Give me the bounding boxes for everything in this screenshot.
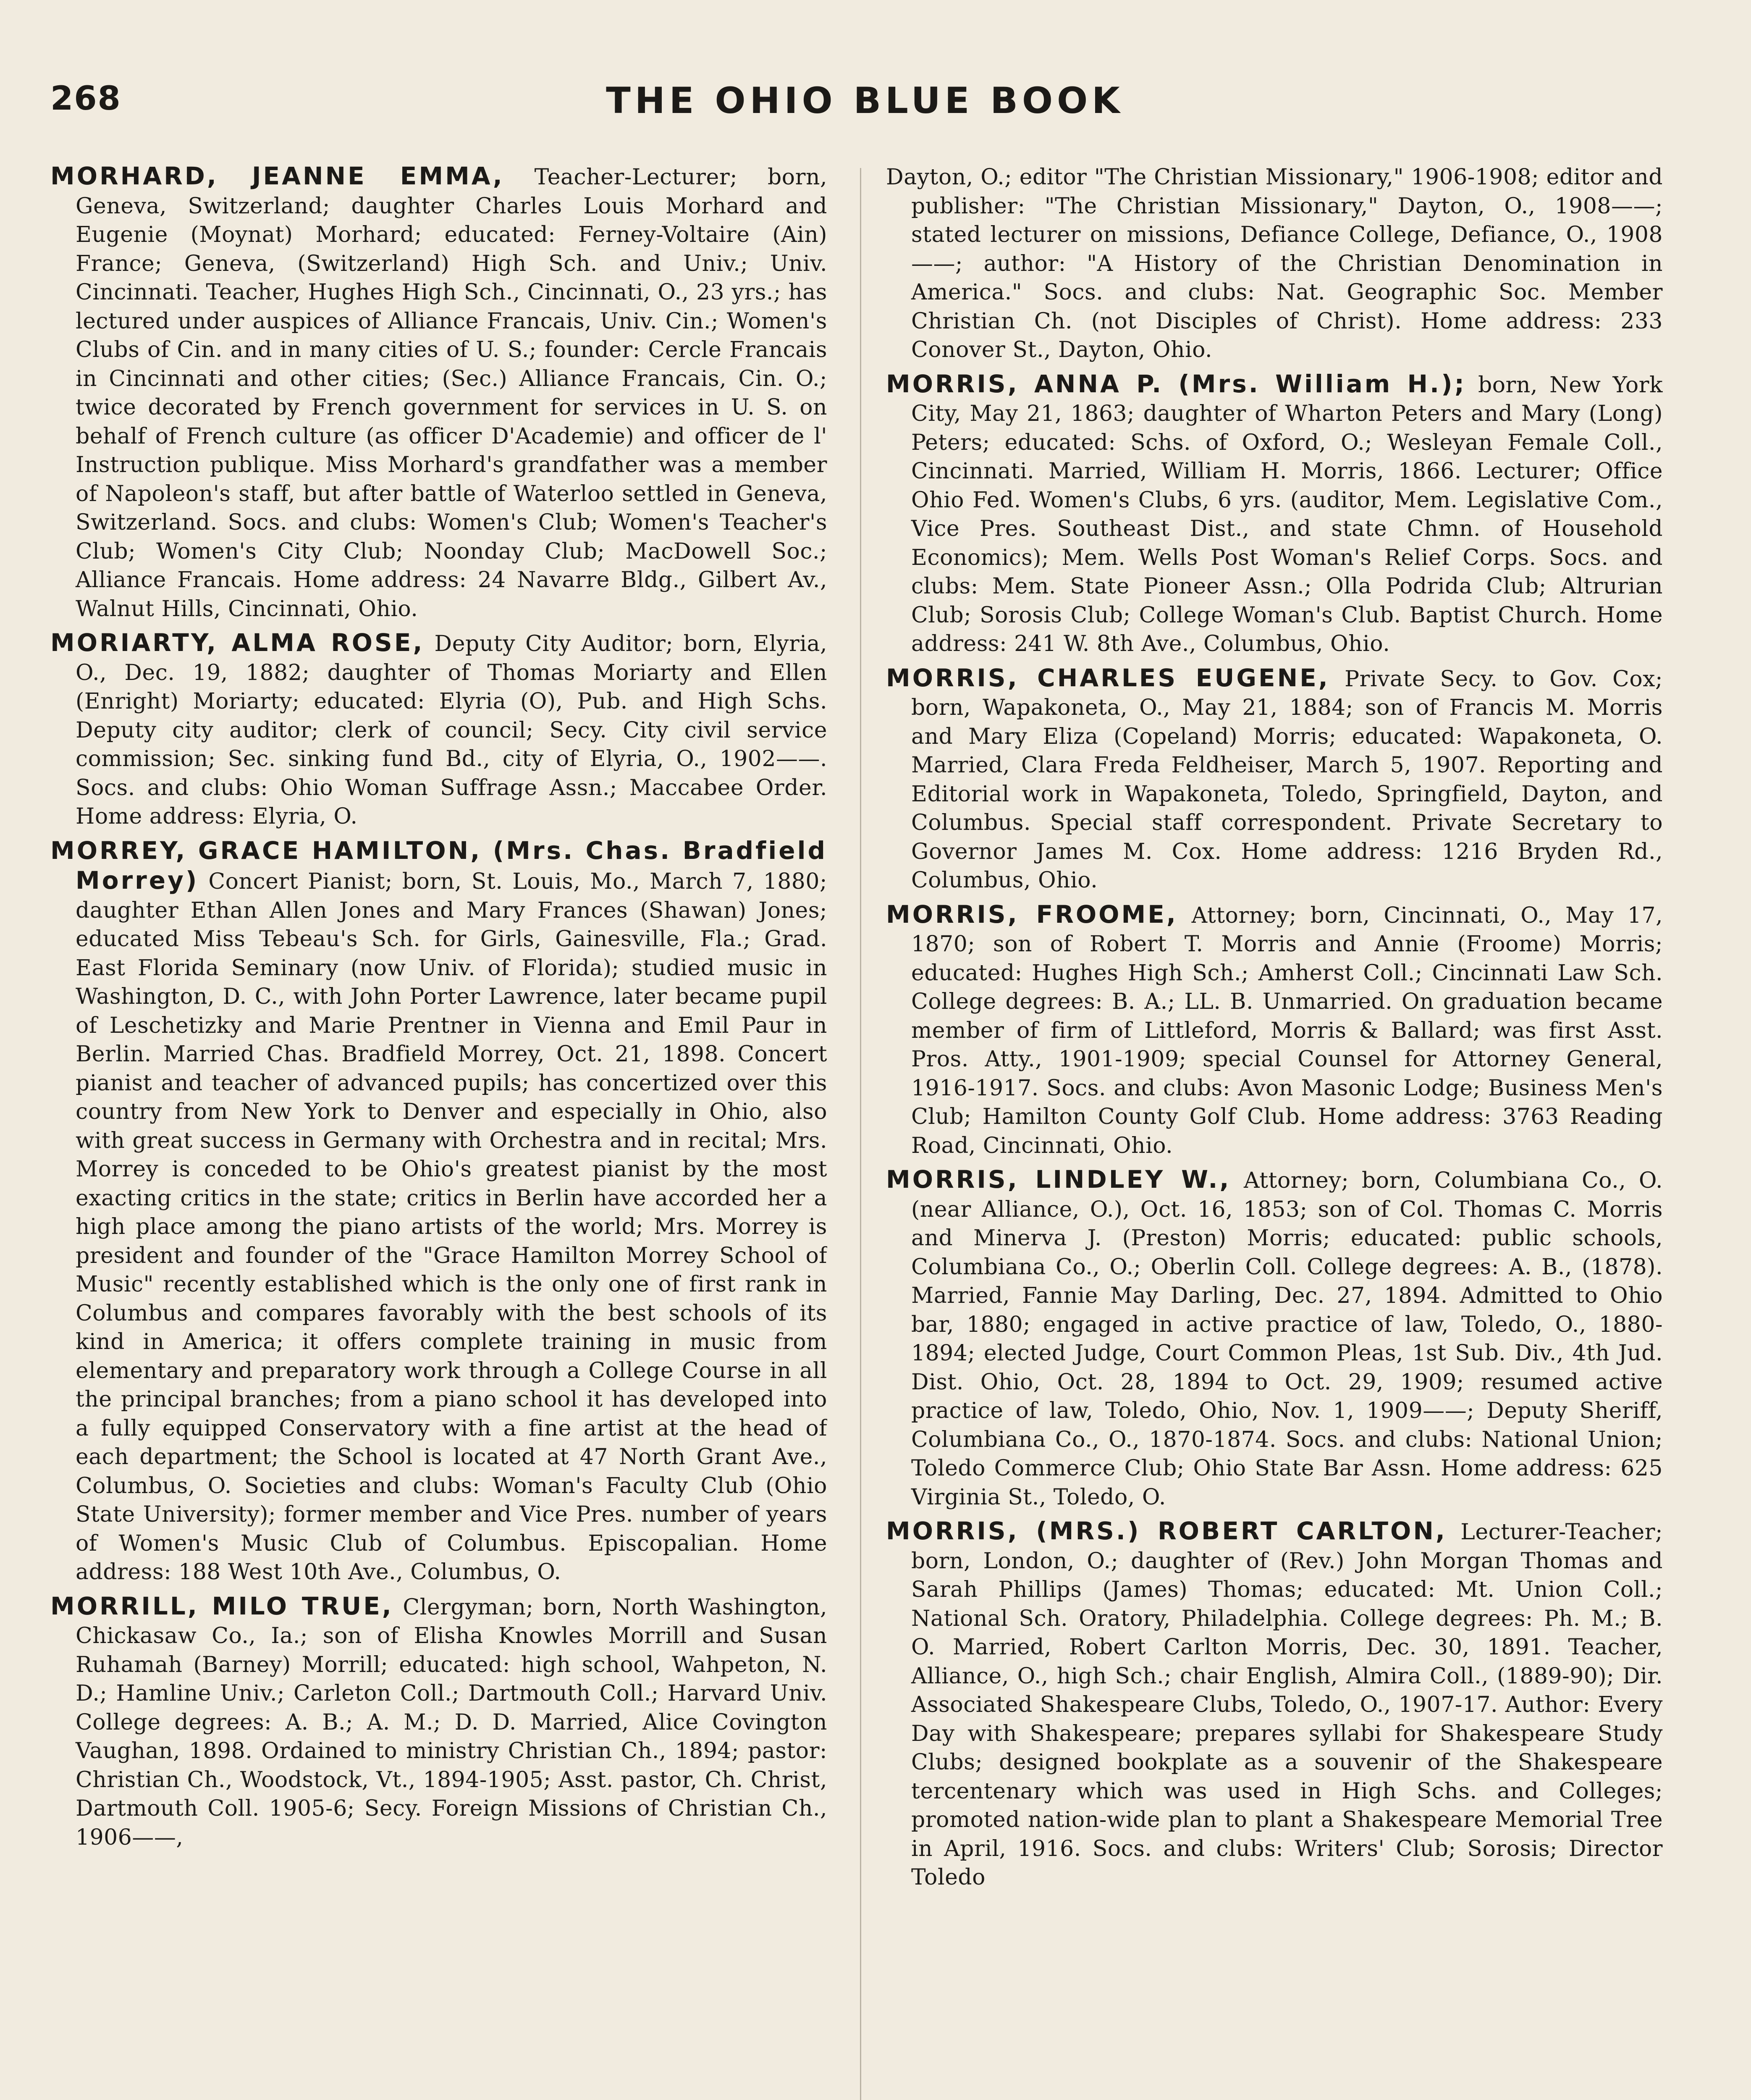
entry-text: Attorney; born, Cincinnati, O., May 17, 1870; son of Robert T. Morris and Annie (Froome) Morris; educated: Hughes High Sch.; Amherst Coll.; Cincinnati Law Sch. College degrees: B. A.; LL. B. Unmarried. On graduation became member of firm of Littleford, Morris & Ballard; was first Asst. Pros. Atty., 1901-1909; special Counsel for Attorney General, 1916-1917. Socs. and clubs: Avon Masonic Lodge; Business Men's Club; Hamilton County Golf Club. Home address: 3763 Reading Road, Cincinnati, Ohio. [911,903,1663,1158]
entry-text: Teacher-Lecturer; born, Geneva, Switzerland; daughter Charles Louis Morhard and Eugenie (Moynat) Morhard; educated: Ferney-Voltaire (Ain) France; Geneva, (Switzerland) High Sch. and Univ.; Univ. Cincinnati. Teacher, Hughes High Sch., Cincinnati, O., 23 yrs.; has lectured under auspices of Alliance Francais, Univ. Cin.; Women's Clubs of Cin. and in many cities of U. S.; founder: Cercle Francais in Cincinnati and other cities; (Sec.) Alliance Francais, Cin. O.; twice decorated by French government for services in U. S. on behalf of French culture (as officer D'Academie) and officer de l' Instruction publique. Miss Morhard's grandfather was a member of Napoleon's staff, but after battle of Waterloo settled in Geneva, Switzerland. Socs. and clubs: Women's Club; Women's Teacher's Club; Women's City Club; Noonday Club; MacDowell Soc.; Alliance Francais. Home address: 24 Navarre Bldg., Gilbert Av., Walnut Hills, Cincinnati, Ohio. [76,165,827,622]
entry-text: Attorney; born, Columbiana Co., O. (near Alliance, O.), Oct. 16, 1853; son of Col. Thomas C. Morris and Minerva J. (Preston) Morris; educated: public schools, Columbiana Co., O.; Oberlin Coll. College degrees: A. B., (1878). Married, Fannie May Darling, Dec. 27, 1894. Admitted to Ohio bar, 1880; engaged in active practice of law, Toledo, O., 1880-1894; elected Judge, Court Common Pleas, 1st Sub. Div., 4th Jud. Dist. Ohio, Oct. 28, 1894 to Oct. 29, 1909; resumed active practice of law, Toledo, Ohio, Nov. 1, 1909——; Deputy Sheriff, Columbiana Co., O., 1870-1874. Socs. and clubs: National Union; Toledo Commerce Club; Ohio State Bar Assn. Home address: 625 Virginia St., Toledo, O. [911,1168,1663,1510]
entry-name: MORREY, GRACE HAMILTON, (Mrs. Chas. Bradfield Morrey) [50,836,827,895]
entry-text: Clergyman; born, North Washington, Chickasaw Co., Ia.; son of Elisha Knowles Morrill and Susan Ruhamah (Barney) Morrill; educated: high school, Wahpeton, N. D.; Hamline Univ.; Carleton Coll.; Dartmouth Coll.; Harvard Univ. College degrees: A. B.; A. M.; D. D. Married, Alice Covington Vaughan, 1898. Ordained to ministry Christian Ch., 1894; pastor: Christian Ch., Woodstock, Vt., 1894-1905; Asst. pastor, Ch. Christ, Dartmouth Coll. 1905-6; Secy. Foreign Missions of Christian Ch., 1906——, [76,1594,827,1850]
entry-name: MORHARD, JEANNE EMMA, [50,162,504,190]
biography-entry [886,664,1663,895]
biography-entry [886,1517,1663,1892]
running-head-title: THE OHIO BLUE BOOK [606,80,1124,122]
biography-entry [50,628,827,831]
entry-name: MORRIS, LINDLEY W., [886,1165,1231,1194]
column-divider [860,168,861,2100]
biography-entry-continued [886,162,1663,365]
entry-name: MORIARTY, ALMA ROSE, [50,628,425,657]
entry-text: Deputy City Auditor; born, Elyria, O., Dec. 19, 1882; daughter of Thomas Moriarty and Ellen (Enright) Moriarty; educated: Elyria (O), Pub. and High Schs. Deputy city auditor; clerk of council; Secy. City civil service commission; Sec. sinking fund Bd., city of Elyria, O., 1902——. Socs. and clubs: Ohio Woman Suffrage Assn.; Maccabee Order. Home address: Elyria, O. [76,631,827,829]
entry-name: MORRIS, CHARLES EUGENE, [886,663,1330,692]
biography-entry [886,900,1663,1160]
biography-entry [50,1592,827,1852]
entry-name: MORRIS, (MRS.) ROBERT CARLTON, [886,1517,1447,1545]
entry-text: Lecturer-Teacher; born, London, O.; daughter of (Rev.) John Morgan Thomas and Sarah Phillips (James) Thomas; educated: Mt. Union Coll.; National Sch. Oratory, Philadelphia. College degrees: Ph. M.; B. O. Married, Robert Carlton Morris, Dec. 30, 1891. Teacher, Alliance, O., high Sch.; chair English, Almira Coll., (1889-90); Dir. Associated Shakespeare Clubs, Toledo, O., 1907-17. Author: Every Day with Shakespeare; prepares syllabi for Shakespeare Study Clubs; designed bookplate as a souvenir of the Shakespeare tercentenary which was used in High Schs. and Colleges; promoted nation-wide plan to plant a Shakespeare Memorial Tree in April, 1916. Socs. and clubs: Writers' Club; Sorosis; Director Toledo [911,1520,1663,1890]
biography-entry [886,370,1663,659]
biography-entry [886,1165,1663,1512]
entry-text: Concert Pianist; born, St. Louis, Mo., March 7, 1880; daughter Ethan Allen Jones and Mary Frances (Shawan) Jones; educated Miss Tebeau's Sch. for Girls, Gainesville, Fla.; Grad. East Florida Seminary (now Univ. of Florida); studied music in Washington, D. C., with John Porter Lawrence, later became pupil of Leschetizky and Marie Prentner in Vienna and Emil Paur in Berlin. Married Chas. Bradfield Morrey, Oct. 21, 1898. Concert pianist and teacher of advanced pupils; has concertized over this country from New York to Denver and especially in Ohio, also with great success in Germany with Orchestra and in recital; Mrs. Morrey is conceded to be Ohio's greatest pianist by the most exacting critics in the state; critics in Berlin have accorded her a high place among the piano artists of the world; Mrs. Morrey is president and founder of the "Grace Hamilton Morrey School of Music" recently established which is the only one of first rank in Columbus and compares favorably with the best schools of its kind in America; it offers complete training in music from elementary and preparatory work through a College Course in all the principal branches; from a piano school it has developed into a fully equipped Conservatory with a fine artist at the head of each department; the School is located at 47 North Grant Ave., Columbus, O. Societies and clubs: Woman's Faculty Club (Ohio State University); former member and Vice Pres. number of years of Women's Music Club of Columbus. Episcopalian. Home address: 188 West 10th Ave., Columbus, O. [76,869,827,1585]
page-header [50,71,1680,134]
entry-text: Private Secy. to Gov. Cox; born, Wapakoneta, O., May 21, 1884; son of Francis M. Morris and Mary Eliza (Copeland) Morris; educated: Wapakoneta, O. Married, Clara Freda Feldheiser, March 5, 1907. Reporting and Editorial work in Wapakoneta, Toledo, Springfield, Dayton, and Columbus. Special staff correspondent. Private Secretary to Governor James M. Cox. Home address: 1216 Bryden Rd., Columbus, Ohio. [911,666,1663,893]
entry-name: MORRIS, FROOME, [886,900,1178,929]
entry-name: MORRILL, MILO TRUE, [50,1591,393,1620]
page-number: 268 [50,80,121,118]
entry-name: MORRIS, ANNA P. (Mrs. William H.); [886,369,1466,398]
biography-entry [50,162,827,623]
entry-text: Dayton, O.; editor "The Christian Missionary," 1906-1908; editor and publisher: "The Christian Missionary," Dayton, O., 1908——; stated lecturer on missions, Defiance College, Defiance, O., 1908——; author: "A History of the Christian Denomination in America." Socs. and clubs: Nat. Geographic Soc. Member Christian Ch. (not Disciples of Christ). Home address: 233 Conover St., Dayton, Ohio. [886,165,1663,362]
left-column [50,162,827,2100]
right-column [886,162,1663,2100]
biography-entry [50,836,827,1587]
entry-text: born, New York City, May 21, 1863; daughter of Wharton Peters and Mary (Long) Peters; educated: Schs. of Oxford, O.; Wesleyan Female Coll., Cincinnati. Married, William H. Morris, 1866. Lecturer; Office Ohio Fed. Women's Clubs, 6 yrs. (auditor, Mem. Legislative Com., Vice Pres. Southeast Dist., and state Chmn. of Household Economics); Mem. Wells Post Woman's Relief Corps. Socs. and clubs: Mem. State Pioneer Assn.; Olla Podrida Club; Altrurian Club; Sorosis Club; College Woman's Club. Baptist Church. Home address: 241 W. 8th Ave., Columbus, Ohio. [911,372,1663,656]
